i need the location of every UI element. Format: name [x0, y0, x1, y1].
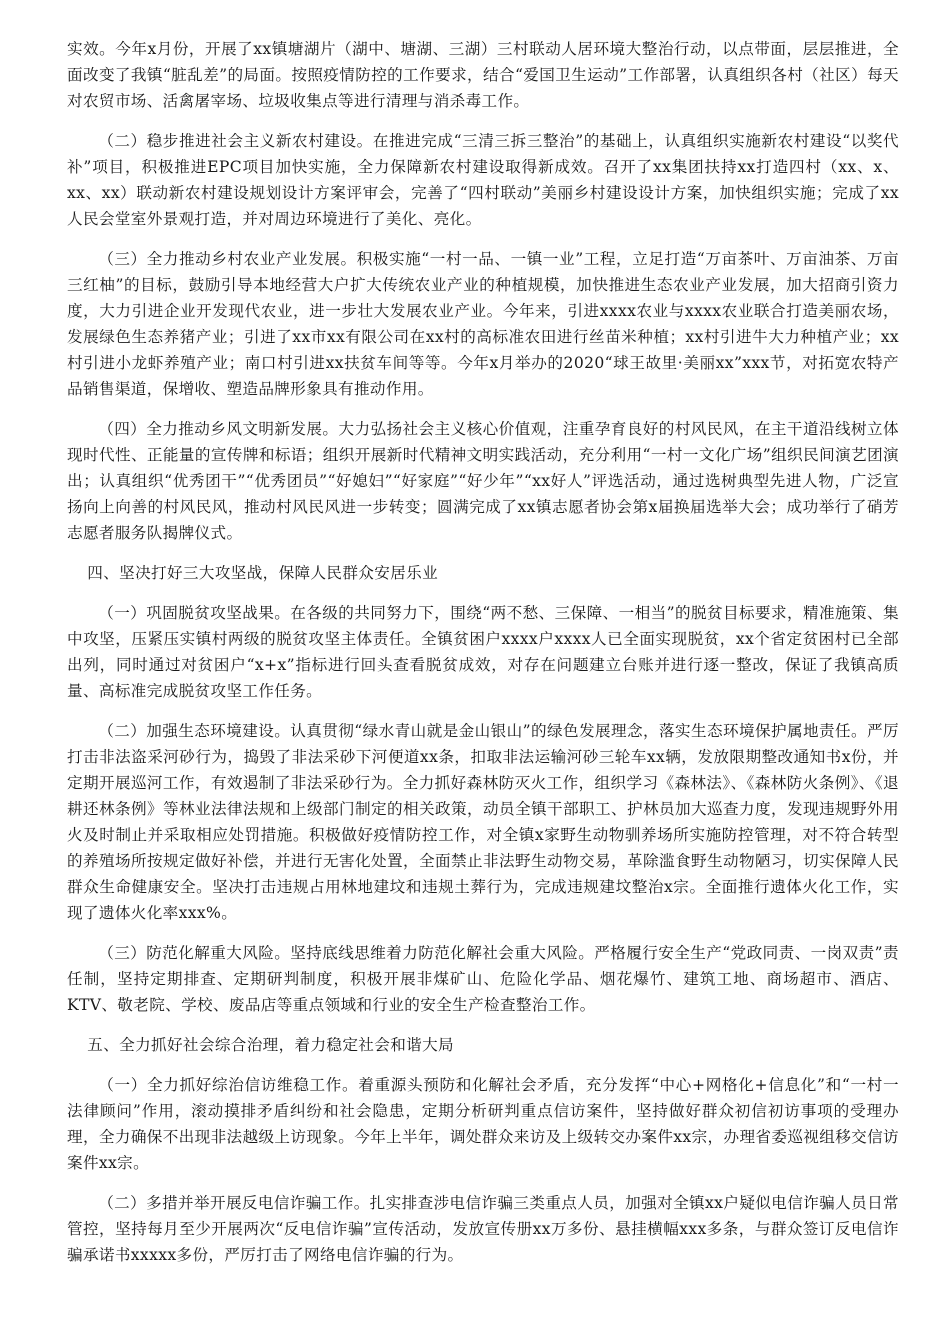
paragraph-petition-stability: （一）全力抓好综治信访维稳工作。着重源头预防和化解社会矛盾，充分发挥“中心+网格化+信息化”和“一村一法律顾问”作用，滚动摸排矛盾纠纷和社会隐患，定期分析研判重点信访案件，坚持做好群众初信初访事项的受理办理，全力确保不出现非法越级上访现象。今年上半年，调处群众来访及上级转交办案件xx宗，办理省委巡视组移交信访案件xx宗。 — [67, 1076, 899, 1172]
paragraph-poverty-alleviation: （一）巩固脱贫攻坚战果。在各级的共同努力下，围绕“两不愁、三保障、一相当”的脱贫目标要求，精准施策、集中攻坚，压紧压实镇村两级的脱贫攻坚主体责任。全镇贫困户xxxx户xxxx人已全面实现脱贫，xx个省定贫困村已全部出列，同时通过对贫困户“x+x”指标进行回头查看脱贫成效，对存在问题建立台账并进行逐一整改，保证了我镇高质量、高标准完成脱贫攻坚工作任务。 — [67, 604, 899, 700]
section-heading-five: 五、全力抓好社会综合治理，着力稳定社会和谐大局 — [87, 1036, 454, 1054]
paragraph-ecological-environment: （二）加强生态环境建设。认真贯彻“绿水青山就是金山银山”的绿色发展理念，落实生态环境保护属地责任。严厉打击非法盗采河砂行为，捣毁了非法采砂下河便道xx条，扣取非法运输河砂三轮车xx辆，发放限期整改通知书x份，并定期开展巡河工作，有效遏制了非法采砂行为。全力抓好森林防灭火工作，组织学习《森林法》、《森林防火条例》、《退耕还林条例》等林业法律法规和上级部门制定的相关政策，动员全镇干部职工、护林员加大巡查力度，发现违规野外用火及时制止并采取相应处罚措施。积极做好疫情防控工作，对全镇x家野生动物驯养场所实施防控管理，对不符合转型的养殖场所按规定做好补偿，并进行无害化处置，全面禁止非法野生动物交易，革除滥食野生动物陋习，切实保障人民群众生命健康安全。坚决打击违规占用林地建坟和违规土葬行为，完成违规建坟整治x宗。全面推行遗体火化工作，实现了遗体火化率xxx%。 — [67, 722, 899, 922]
section-heading-four: 四、坚决打好三大攻坚战，保障人民群众安居乐业 — [87, 564, 439, 582]
paragraph-environment-results: 实效。今年x月份，开展了xx镇塘湖片（湖中、塘湖、三湖）三村联动人居环境大整治行动，以点带面，层层推进，全面改变了我镇“脏乱差”的局面。按照疫情防控的工作要求，结合“爱国卫生运动”工作部署，认真组织各村（社区）每天对农贸市场、活禽屠宰场、垃圾收集点等进行清理与消杀毒工作。 — [67, 40, 899, 110]
paragraph-agriculture-industry: （三）全力推动乡村农业产业发展。积极实施“一村一品、一镇一业”工程，立足打造“万亩茶叶、万亩油茶、万亩三红柚”的目标，鼓励引导本地经营大户扩大传统农业产业的种植规模，加快推进生态农业产业发展，加大招商引资力度，大力引进企业开发现代农业，进一步壮大发展农业产业。今年来，引进xxxx农业与xxxx农业联合打造美丽农场，发展绿色生态养猪产业；引进了xx市xx有限公司在xx村的高标准农田进行丝苗米种植；xx村引进牛大力种植产业；xx村引进小龙虾养殖产业；南口村引进xx扶贫车间等等。今年x月举办的2020“球王故里·美丽xx”xxx节，对拓宽农特产品销售渠道，保增收、塑造品牌形象具有推动作用。 — [67, 250, 899, 398]
paragraph-anti-telecom-fraud: （二）多措并举开展反电信诈骗工作。扎实排查涉电信诈骗三类重点人员，加强对全镇xx户疑似电信诈骗人员日常管控，坚持每月至少开展两次“反电信诈骗”宣传活动，发放宣传册xx万多份、悬挂横幅xxx多条，与群众签订反电信诈骗承诺书xxxxx多份，严厉打击了网络电信诈骗的行为。 — [67, 1194, 899, 1264]
paragraph-major-risks: （三）防范化解重大风险。坚持底线思维着力防范化解社会重大风险。严格履行安全生产“党政同责、一岗双责”责任制，坚持定期排查、定期研判制度，积极开展非煤矿山、危险化学品、烟花爆竹、建筑工地、商场超市、酒店、KTV、敬老院、学校、废品店等重点领域和行业的安全生产检查整治工作。 — [67, 944, 899, 1014]
paragraph-rural-civilization: （四）全力推动乡风文明新发展。大力弘扬社会主义核心价值观，注重孕育良好的村风民风，在主干道沿线树立体现时代性、正能量的宣传牌和标语；组织开展新时代精神文明实践活动，充分利用“一村一文化广场”组织民间演艺团演出；认真组织“优秀团干”“优秀团员”“好媳妇”“好家庭”“好少年”“xx好人”评选活动，通过选树典型先进人物，广泛宣扬向上向善的村风民风，推动村风民风进一步转变；圆满完成了xx镇志愿者协会第x届换届选举大会；成功举行了硝芳志愿者服务队揭牌仪式。 — [67, 420, 899, 542]
paragraph-new-countryside: （二）稳步推进社会主义新农村建设。在推进完成“三清三拆三整治”的基础上，认真组织实施新农村建设“以奖代补”项目，积极推进EPC项目加快实施，全力保障新农村建设取得新成效。召开了xx集团扶持xx打造四村（xx、x、xx、xx）联动新农村建设规划设计方案评审会，完善了“四村联动”美丽乡村建设设计方案，加快组织实施；完成了xx人民会堂室外景观打造，并对周边环境进行了美化、亮化。 — [67, 132, 899, 228]
document-page — [67, 36, 899, 1282]
